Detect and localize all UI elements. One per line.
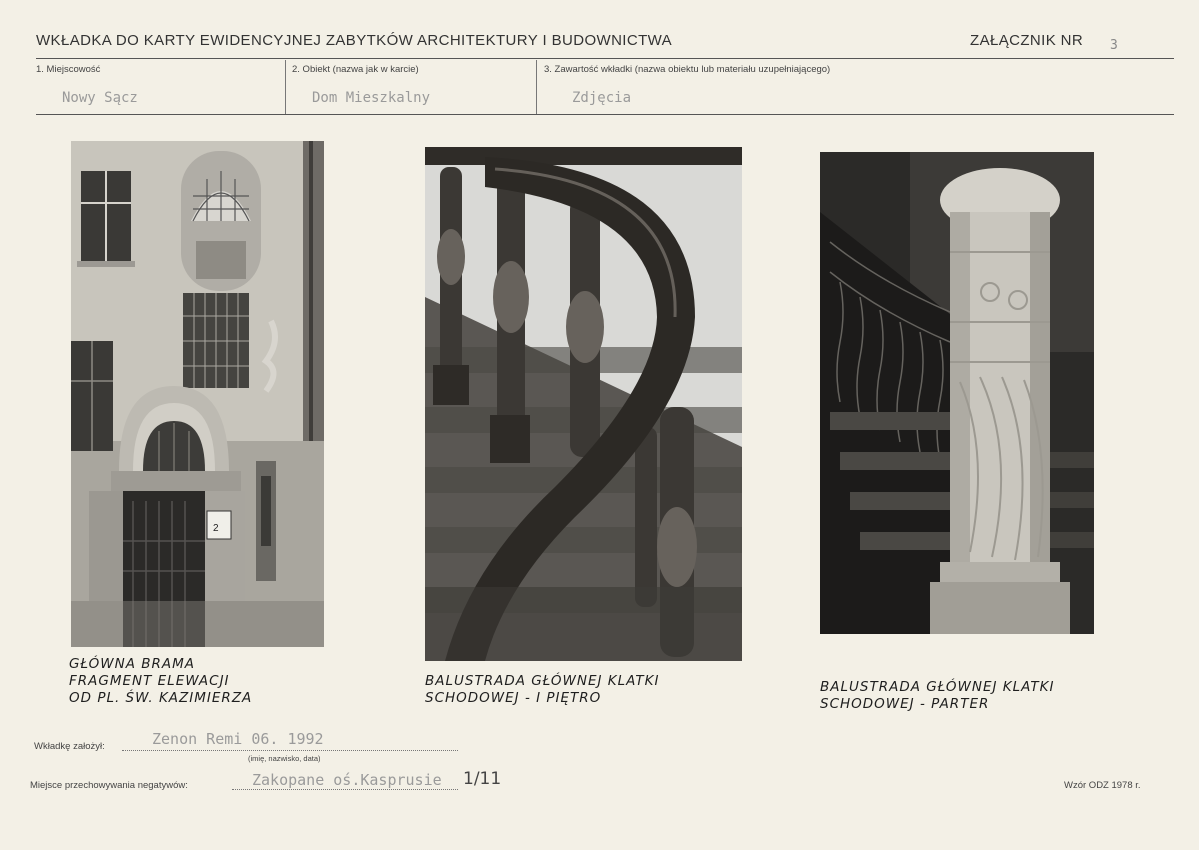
founder-label: Wkładkę założył:	[34, 741, 105, 752]
card-title: WKŁADKA DO KARTY EWIDENCYJNEJ ZABYTKÓW ARCHITEKTURY I BUDOWNICTWA	[36, 32, 673, 49]
photo-balustrade-first-floor	[425, 147, 742, 661]
content-label: 3. Zawartość wkładki (nazwa obiektu lub materiału uzupełniającego)	[544, 64, 831, 75]
field-divider-2	[536, 60, 537, 114]
object-label: 2. Obiekt (nazwa jak w karcie)	[292, 64, 419, 75]
header-rule-top	[36, 58, 1174, 59]
content-value: Zdjęcia	[572, 90, 632, 106]
caption-balustrade-first-floor	[425, 673, 659, 707]
negatives-value: Zakopane oś.Kasprusie	[252, 771, 442, 789]
founder-value: Zenon Remi 06. 1992	[152, 730, 324, 748]
caption-ground-floor-line-2: SCHODOWEJ - PARTER	[820, 696, 990, 712]
locality-value: Nowy Sącz	[62, 90, 138, 106]
caption-ground-floor-line-1: BALUSTRADA GŁÓWNEJ KLATKI	[820, 679, 1055, 695]
caption-first-floor-line-2: SCHODOWEJ - I PIĘTRO	[425, 690, 602, 706]
house-number-sign: 2	[213, 523, 219, 534]
header-rule-bottom	[36, 114, 1174, 115]
annex-number: 3	[1110, 38, 1118, 53]
negatives-number: 1/11	[463, 769, 502, 789]
annex-label: ZAŁĄCZNIK NR	[970, 32, 1084, 49]
negatives-label: Miejsce przechowywania negatywów:	[30, 780, 188, 791]
field-divider-1	[285, 60, 286, 114]
form-label: Wzór ODZ 1978 r.	[1064, 780, 1141, 791]
founder-dotted-line	[122, 750, 458, 751]
locality-label: 1. Miejscowość	[36, 64, 101, 75]
negatives-dotted-line	[232, 789, 458, 790]
caption-main-gate-line-1: GŁÓWNA BRAMA	[69, 656, 195, 672]
photo-balustrade-ground-floor	[820, 152, 1094, 634]
caption-balustrade-ground-floor	[820, 679, 1054, 713]
founder-hint: (imię, nazwisko, data)	[248, 754, 321, 763]
caption-first-floor-line-1: BALUSTRADA GŁÓWNEJ KLATKI	[425, 673, 660, 689]
caption-main-gate	[69, 656, 252, 707]
caption-main-gate-line-2: FRAGMENT ELEWACJI	[69, 673, 230, 689]
object-value: Dom Mieszkalny	[312, 90, 431, 106]
photo-main-gate	[71, 141, 324, 647]
caption-main-gate-line-3: OD PL. ŚW. KAZIMIERZA	[69, 690, 253, 706]
